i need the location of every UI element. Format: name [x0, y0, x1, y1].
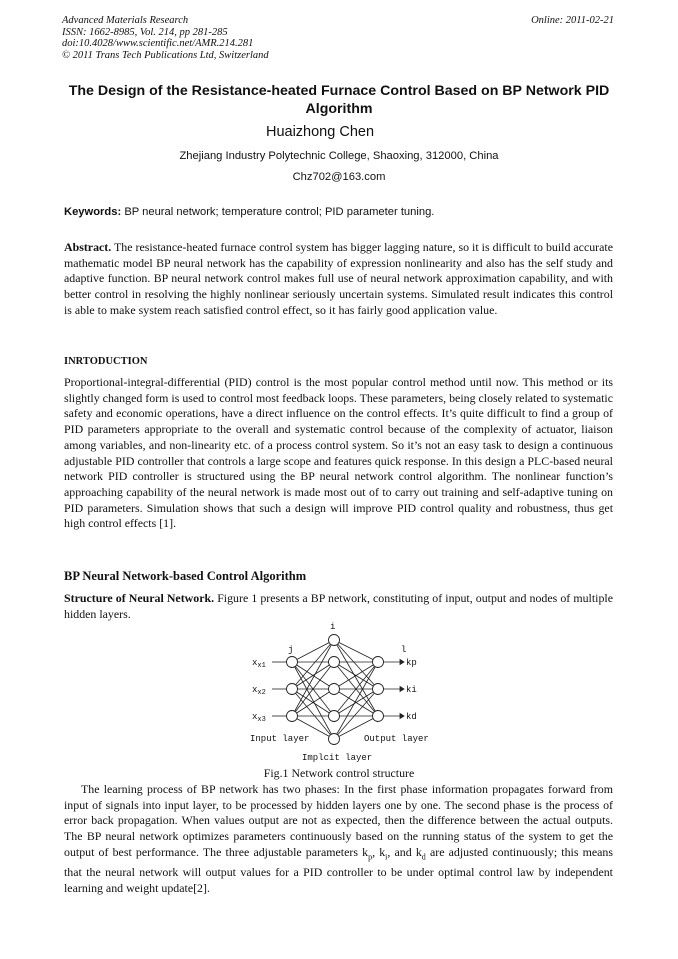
output-node-2 — [373, 711, 384, 722]
sub-i: i — [385, 852, 388, 862]
output-kp: kp — [406, 658, 417, 668]
output-arrowhead — [400, 714, 404, 719]
input-node-0 — [287, 657, 298, 668]
affiliation: Zhejiang Industry Polytechnic College, Shaoxing, 312000, China — [179, 150, 499, 162]
learning-text-1: The learning process of BP network has two phases: In the first phase information propagates forward from input of signals into input layer, to be processed by hidden layers one by one. The second phase is the process of error back propagation. When values output are not as expected, then the difference between the actual outputs. The BP neural network optimizes parameters continuously based on the running status of the system to get the output of best performance. The three adjustable parameters k — [64, 782, 613, 859]
label-i: i — [330, 622, 336, 632]
input-node-2 — [287, 711, 298, 722]
copyright: © 2011 Trans Tech Publications Ltd, Switzerland — [62, 49, 269, 61]
network-diagram — [248, 622, 438, 768]
input-node-1 — [287, 684, 298, 695]
output-ki: ki — [406, 685, 417, 695]
learning-text-2: are adjusted continuously; this means that the neural network will output values for a PID controller to be under optimal control law by independent learning and weight update[2]. — [64, 844, 613, 895]
output-arrowhead — [400, 660, 404, 665]
network-nodes — [287, 635, 384, 745]
label-l: l — [401, 645, 407, 655]
learning-paragraph — [64, 782, 613, 896]
keywords-label: Keywords: — [64, 206, 122, 218]
sub-p: p — [368, 852, 373, 862]
hidden-node-4 — [329, 734, 340, 745]
output-kd: kd — [406, 712, 417, 722]
structure-text: Figure 1 presents a BP network, constituting of input, output and nodes of multiple hidden layers. — [64, 591, 613, 621]
input-x2: $x_{x2}$ — [252, 685, 266, 697]
journal-name: Advanced Materials Research — [62, 15, 189, 26]
edge-out-0-1 — [334, 640, 378, 689]
input-x1: $x_{x1}$ — [252, 658, 266, 670]
output-node-1 — [373, 684, 384, 695]
paper-title: The Design of the Resistance-heated Furnace Control Based on BP Network PID Algorithm — [68, 83, 610, 117]
edge-in-1-4 — [292, 689, 334, 739]
hidden-node-1 — [329, 657, 340, 668]
learning-sep-1: , k — [372, 844, 386, 859]
output-node-0 — [373, 657, 384, 668]
doi: doi:10.4028/www.scientific.net/AMR.214.281 — [62, 38, 254, 49]
hidden-node-2 — [329, 684, 340, 695]
email: Chz702@163.com — [292, 171, 386, 183]
learning-sep-2: , and k — [387, 844, 422, 859]
abstract-label: Abstract. — [64, 240, 112, 254]
structure-label: Structure of Neural Network. — [64, 591, 215, 605]
edge-in-1-0 — [292, 640, 334, 689]
edge-out-4-1 — [334, 689, 378, 739]
input-layer-label: Input layer — [250, 734, 310, 744]
keywords — [64, 206, 614, 218]
sub-d: d — [421, 852, 426, 862]
figure-caption: Fig.1 Network control structure — [263, 766, 415, 780]
intro-heading: INRTODUCTION — [64, 356, 148, 367]
keywords-text: BP neural network; temperature control; PID parameter tuning. — [124, 206, 435, 218]
issn: ISSN: 1662-8985, Vol. 214, pp 281-285 — [62, 26, 228, 38]
hidden-node-3 — [329, 711, 340, 722]
output-arrowhead — [400, 687, 404, 692]
author: Huaizhong Chen — [265, 124, 375, 140]
abstract-text: The resistance-heated furnace control system has bigger lagging nature, so it is difficult to build accurate mathematic model BP neural network has the capability of expression nonlinearity and also has the self study and adaptive function. BP neural network control makes full use of neural network approximation capability, and with better control in resolving the highly nonlinear seriously uncertain systems. Simulated result indicates this control is able to make system reach satisfied control effect, so it has fairly good application value. — [64, 240, 614, 317]
online-date: Online: 2011-02-21 — [531, 15, 614, 26]
section-heading: BP Neural Network-based Control Algorithm — [64, 569, 307, 583]
label-j: j — [288, 645, 294, 655]
structure-paragraph — [64, 591, 613, 622]
hidden-node-0 — [329, 635, 340, 646]
journal-meta — [62, 15, 269, 61]
input-x3: $x_{x3}$ — [252, 712, 266, 724]
intro-text: Proportional-integral-differential (PID) control is the most popular control method until now. This method or its slightly changed form is used to control most feedback loops. These parameters, being closely related to systematic safety and economic operations, have a direct influence on the control effects. It’s quite difficult to find a group of PID parameters appropriate to the overall and systematic control because of the complexity of actuator, liaison among variables, and non-linearity etc. of a process control system. So it’s not an easy task to design a continuous adjustable PID controller that controls a large scope and features quick response. In this design a PLC-based neural network PID controller is structured using the BP neural network control algorithm. The nonlinear function’s approaching capability of the neural network is made most out of to carry out training and self-adaptive tuning on PID parameters. Simulation shows that such a design will improve PID control quality and robustness, thus get high control effects [1]. — [64, 375, 613, 531]
abstract — [64, 240, 613, 319]
output-layer-label: Output layer — [364, 734, 429, 744]
hidden-layer-label: Implcit layer — [302, 753, 373, 763]
